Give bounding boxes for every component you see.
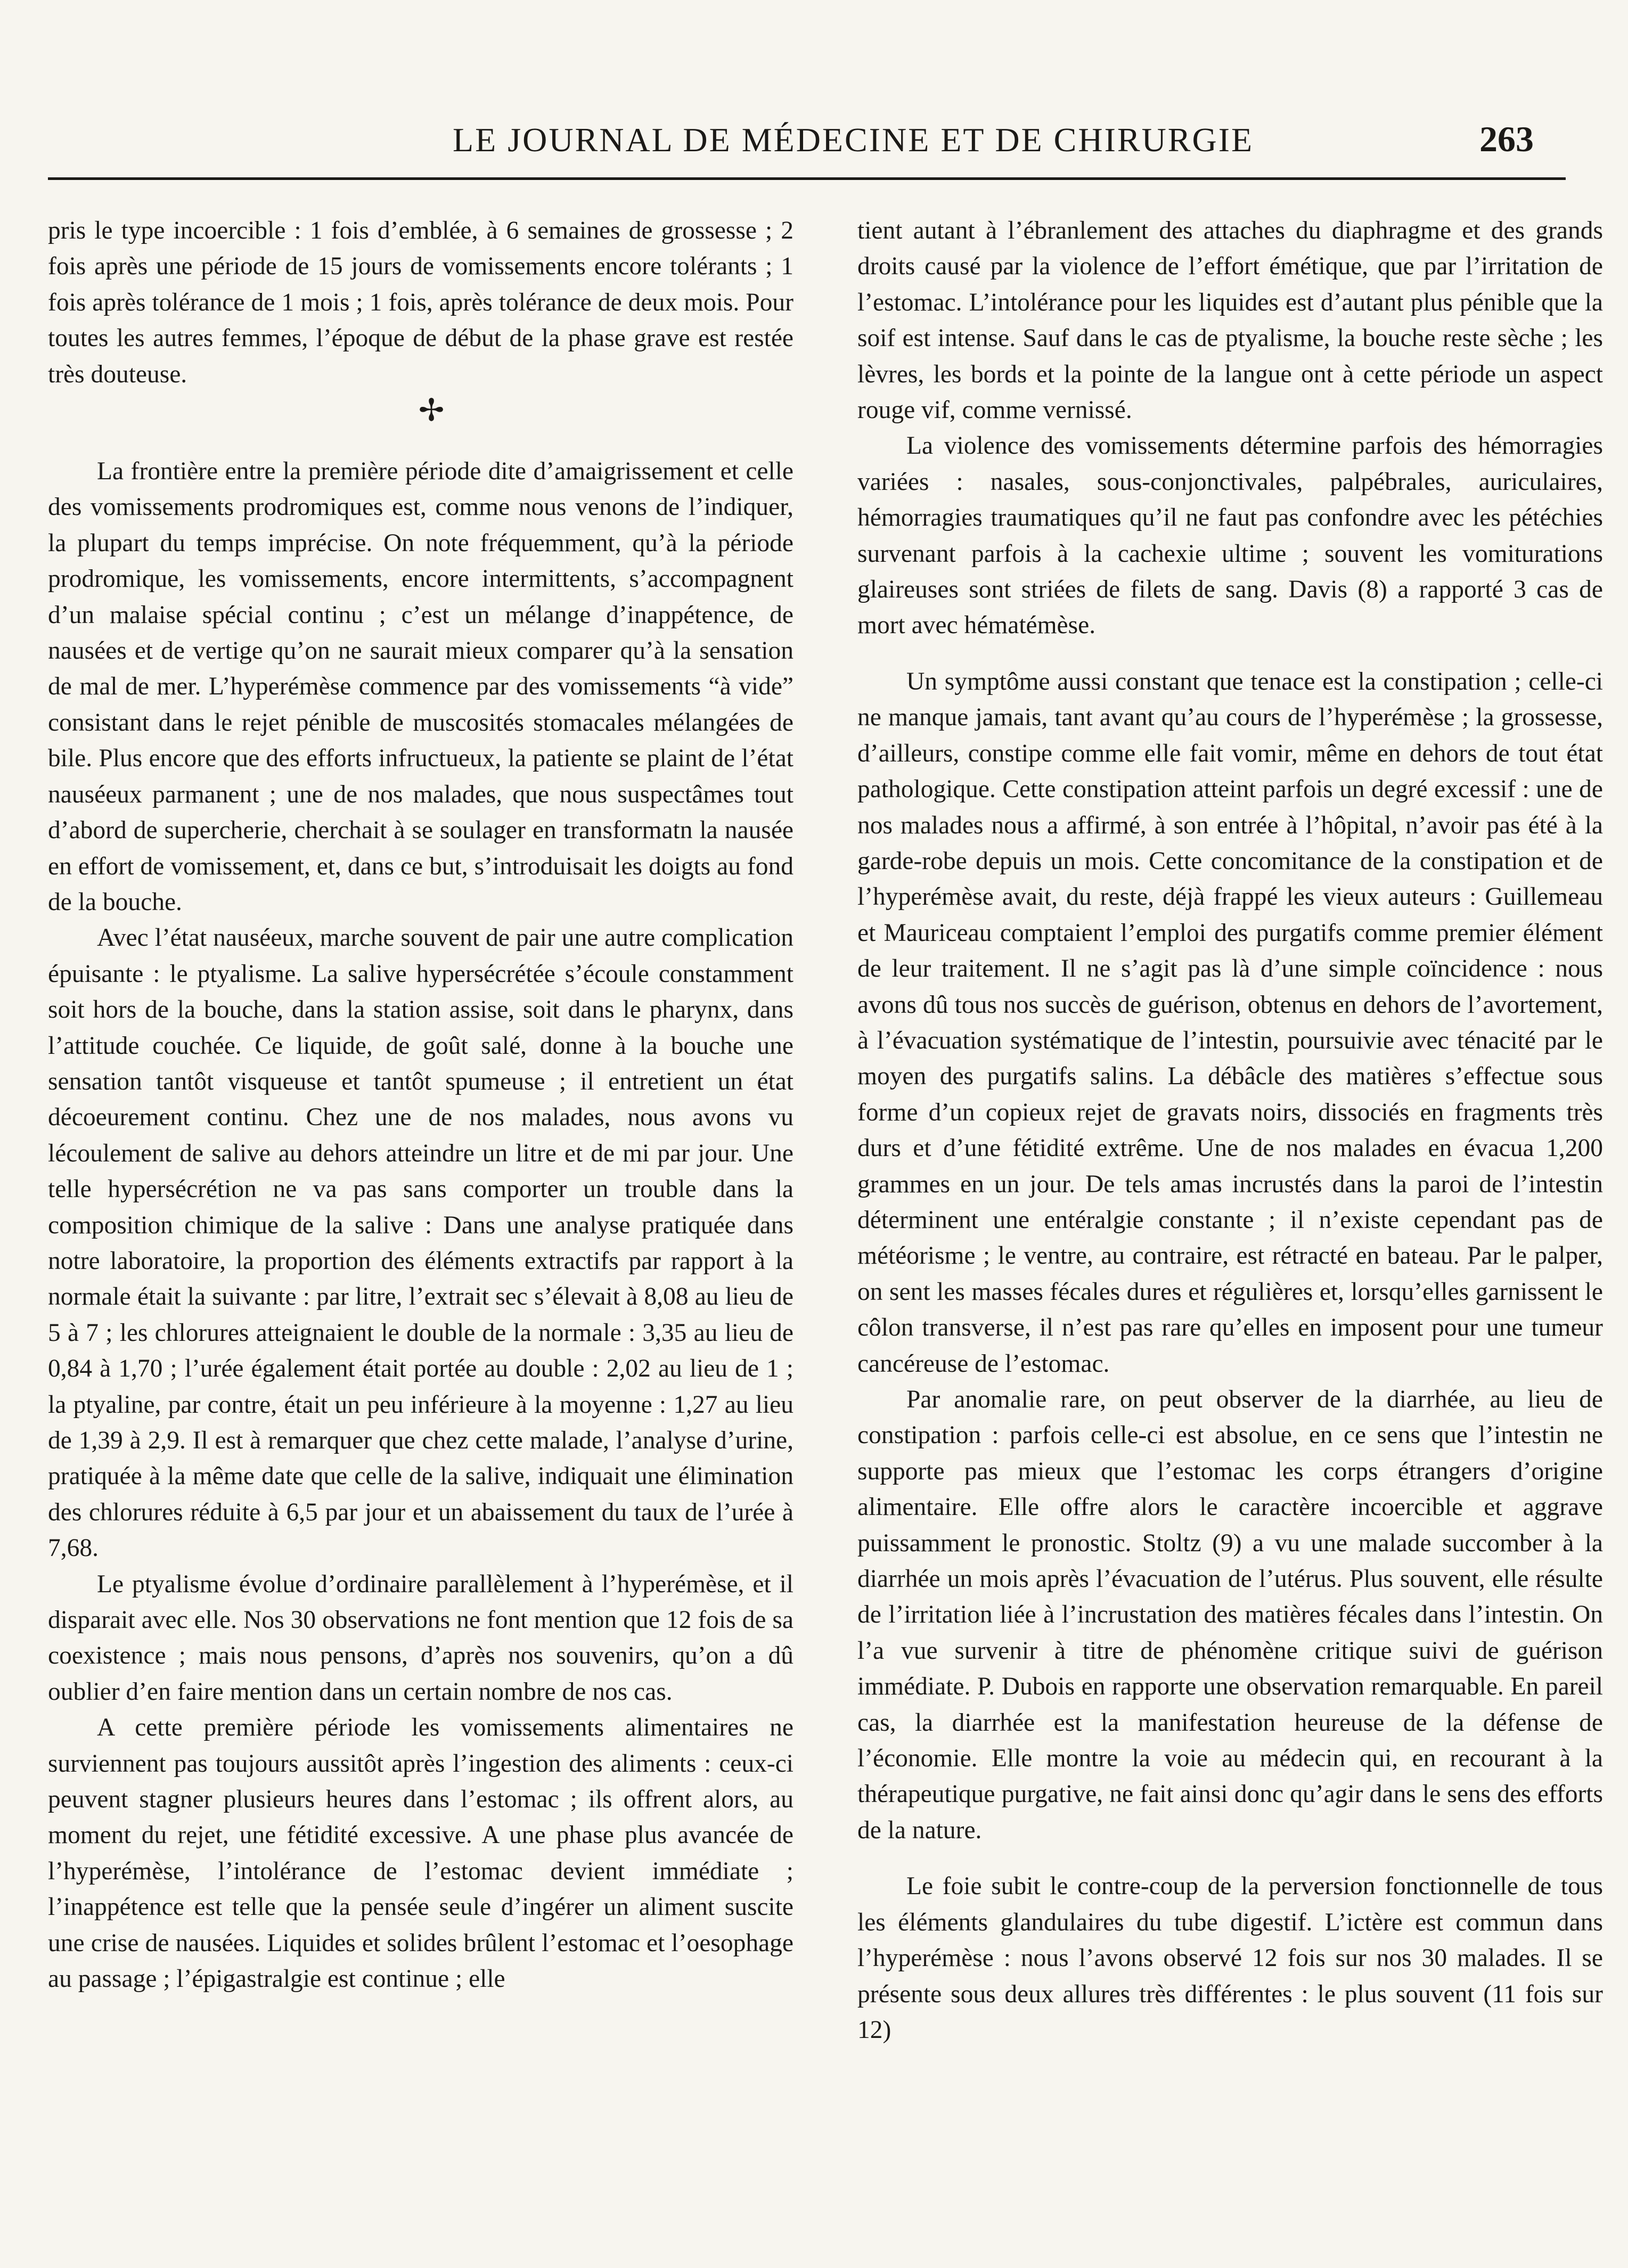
paragraph-onset-timing: pris le type incoercible : 1 fois d’emblée, à 6 semaines de grossesse ; 2 fois après une période de 15 jours de vomissements encore tolérants ; 1 fois après tolérance de 1 mois ; 1 fois, après tolérance de deux mois. Pour toutes les autres femmes, l’époque de début de la phase grave est restée très douteuse. [48,217,793,388]
paragraph-ptyalism-evolution: Le ptyalisme évolue d’ordinaire parallèlement à l’hyperémèse, et il disparait avec elle. Nos 30 observations ne font mention que 12 fois de sa coexistence ; mais nous pensons, d’après nos souvenirs, qu’on a dû oublier d’en faire mention dans un certain nombre de nos cas. [48,1570,793,1706]
paragraph-liver-icterus: Le foie subit le contre-coup de la perversion fonctionnelle de tous les éléments glandulaires du tube digestif. L’ictère est commun dans l’hyperémèse : nous l’avons observé 12 fois sur nos 30 malades. Il se présente sous deux allures très différentes : le plus souvent (11 fois sur 12) [857,1872,1603,2044]
paragraph-prodromal-period: La frontière entre la première période dite d’amaigrissement et celle des vomissements prodromiques est, comme nous venons de l’indiquer, la plupart du temps imprécise. On note fréquemment, qu’à la période prodromique, les vomissements, encore intermittents, s’accompagnent d’un malaise spécial continu ; c’est un mélange d’inappétence, de nausées et de vertige qu’on ne saurait mieux comparer qu’à la sensation de mal de mer. L’hyperémèse commence par des vomissements “à vide” consistant dans le rejet pénible de muscosités stomacales mélangées de bile. Plus encore que des efforts infructueux, la patiente se plaint de l’état nauséeux parmanent ; une de nos malades, que nous suspectâmes tout d’abord de supercherie, cherchait à se soulager en transformatn la nausée en effort de vomissement, et, dans ce but, s’introduisait les doigts au fond de la bouche. [48,457,793,916]
page-number: 263 [1479,119,1534,159]
paragraph-ptyalism: Avec l’état nauséeux, marche souvent de pair une autre complication épuisante : le ptyalisme. La salive hypersécrétée s’écoule constamment soit hors de la bouche, dans la station assise, soit dans le pharynx, dans l’attitude couchée. Ce liquide, de goût salé, donne à la bouche une sensation tantôt visqueuse et tantôt spumeuse ; il entretient un état décoeurement continu. Chez une de nos malades, nous avons vu lécoulement de salive au dehors atteindre un litre et de mi par jour. Une telle hypersécrétion ne va pas sans comporter un trouble dans la composition chimique de la salive : Dans une analyse pratiquée dans notre laboratoire, la proportion des éléments extractifs par rapport à la normale était la suivante : par litre, l’extrait sec s’élevait à 8,08 au lieu de 5 à 7 ; les chlorures atteignaient le double de la normale : 3,35 au lieu de 0,84 à 1,70 ; l’urée également était portée au double : 2,02 au lieu de 1 ; la ptyaline, par contre, était un peu inférieure à la moyenne : 1,27 au lieu de 1,39 à 2,9. Il est à remarquer que chez cette malade, l’analyse d’urine, pratiquée à la même date que celle de la salive, indiquait une élimination des chlorures réduite à 6,5 par jour et un abaissement du taux de l’urée à 7,68. [48,924,793,1562]
paragraph-hemorrhages: La violence des vomissements détermine parfois des hémorragies variées : nasales, sous-conjonctivales, palpébrales, auriculaires, hémorragies traumatiques qu’il ne faut pas confondre avec les pétéchies survenant parfois à la cachexie ultime ; souvent les vomiturations glaireuses sont striées de filets de sang. Davis (8) a rapporté 3 cas de mort avec hématémèse. [857,432,1603,640]
paragraph-diarrhea: Par anomalie rare, on peut observer de la diarrhée, au lieu de constipation : parfois celle-ci est absolue, en ce sens que l’intestin ne supporte pas mieux que l’estomac les corps étrangers d’origine alimentaire. Elle offre alors le caractère incoercible et aggrave puissamment le pronostic. Stoltz (9) a vu une malade succomber à la diarrhée un mois après l’évacuation de l’utérus. Plus souvent, elle résulte de l’irritation liée à l’incrustation des matières fécales dans l’intestin. On l’a vue survenir à titre de phénomène critique suivi de guérison immédiate. P. Dubois en rapporte une observation remarquable. En pareil cas, la diarrhée est la manifestation heureuse de la défense de l’économie. Elle montre la voie au médecin qui, en recourant à la thérapeutique purgative, ne fait ainsi donc qu’agir dans le sens des efforts de la nature. [857,1386,1603,1844]
page-header [48,111,1566,169]
right-column [857,213,1603,2048]
section-ornament: ✢ [418,393,445,428]
paragraph-alimentary-vomiting: A cette première période les vomissements alimentaires ne surviennent pas toujours aussitôt après l’ingestion des aliments : ceux-ci peuvent stagner plusieurs heures dans l’estomac ; ils offrent alors, au moment du rejet, une fétidité excessive. A une phase plus avancée de l’hyperémèse, l’intolérance de l’estomac devient immédiate ; l’inappétence est telle que la pensée seule d’ingérer un aliment suscite une crise de nausées. Liquides et solides brûlent l’estomac et l’oesophage au passage ; l’épigastralgie est continue ; elle [48,1714,793,1993]
header-rule [48,177,1566,180]
paragraph-constipation: Un symptôme aussi constant que tenace est la constipation ; celle-ci ne manque jamais, tant avant qu’au cours de l’hyperémèse ; la grossesse, d’ailleurs, constipe comme elle fait vomir, même en dehors de tout état pathologique. Cette constipation atteint parfois un degré excessif : une de nos malades nous a affirmé, à son entrée à l’hôpital, n’avoir pas été à la garde-robe depuis un mois. Cette concomitance de la constipation et de l’hyperémèse avait, du reste, déjà frappé les vieux auteurs : Guillemeau et Mauriceau comptaient l’emploi des purgatifs comme premier élément de leur traitement. Il ne s’agit pas là d’une simple coïncidence : nous avons dû tous nos succès de guérison, obtenus en dehors de l’avortement, à l’évacuation systématique de l’intestin, poursuivie avec ténacité par le moyen des purgatifs salins. La débâcle des matières s’effectue sous forme d’un copieux rejet de gravats noirs, dissociés en fragments très durs et d’une fétidité extrême. Une de nos malades en évacua 1,200 grammes en un jour. De tels amas incrustés dans la paroi de l’intestin déterminent une entéralgie constante ; il n’existe cependant pas de météorisme ; le ventre, au contraire, est rétracté en bateau. Par le palper, on sent les masses fécales dures et régulières et, lorsqu’elles garnissent le côlon transverse, il n’est pas rare qu’elles en imposent pour une tumeur cancéreuse de l’estomac. [857,667,1603,1378]
running-title: LE JOURNAL DE MÉDECINE ET DE CHIRURGIE [453,121,1254,159]
paragraph-epigastralgia-continued: tient autant à l’ébranlement des attaches du diaphragme et des grands droits causé par la violence de l’effort émétique, que par l’irritation de l’estomac. L’intolérance pour les liquides est d’autant plus pénible que la soif est intense. Sauf dans le cas de ptyalisme, la bouche reste sèche ; les lèvres, les bords et la pointe de la langue ont à cette période un aspect rouge vif, comme vernissé. [857,217,1603,424]
left-column [48,213,793,1997]
